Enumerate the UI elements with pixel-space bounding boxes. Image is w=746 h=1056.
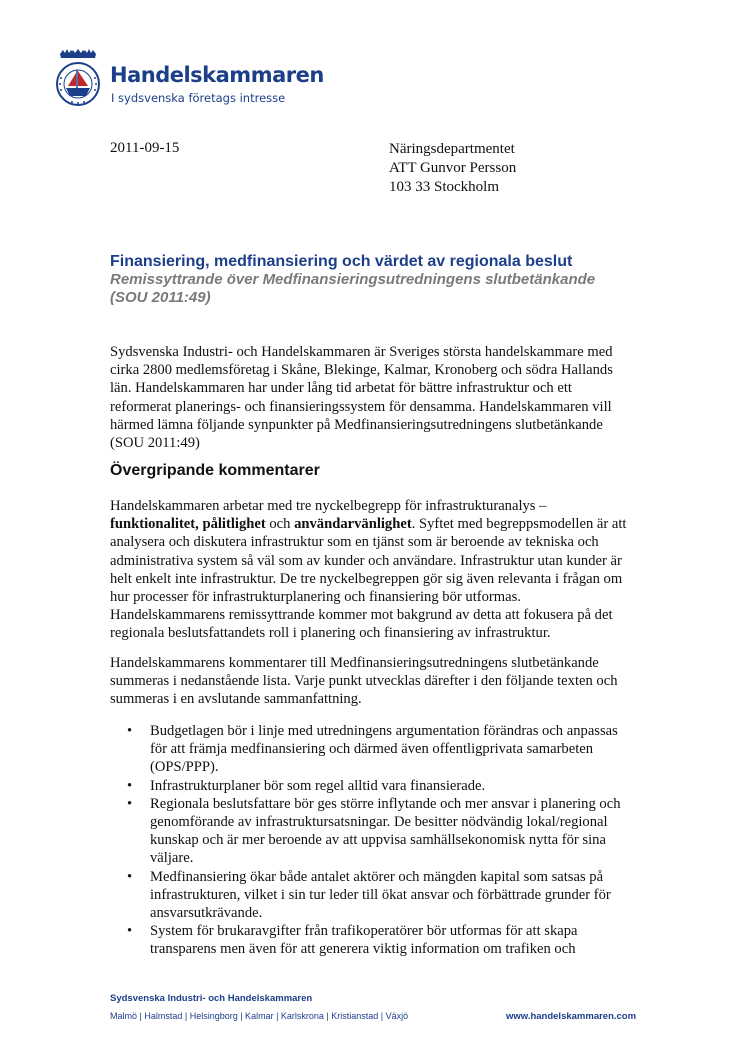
footer-website-link[interactable]: www.handelskammaren.com [506, 1011, 637, 1022]
keyword-usability: användarvänlighet [294, 516, 412, 533]
list-item-text: System för brukaravgifter från trafikoperatörer bör utformas för att skapa transparens men även för att generera viktig information om trafiken och [150, 923, 578, 958]
letter-date: 2011-09-15 [110, 140, 180, 156]
list-item-text: Infrastrukturplaner bör som regel alltid vara finansierade. [150, 777, 486, 794]
keyword-separator: , [195, 516, 199, 533]
paragraph-text: . Syftet med begreppsmodellen är att analysera och diskutera infrastruktur som en tjänst som är beroende av tekniska och administrativa system så väl som av kunder och användare. Infrastruktur utan kunder är helt enkelt inte infrastruktur. De tre nyckelbegreppen gör sig även relevanta i frågan om hur processer för infrastrukturplanering och finansiering bör utformas. Handelskammarens remissyttrande kommer mot bakgrund av detta att fokusera på det regionala beslutsfattandets roll i planering och finansiering av infrastruktur. [110, 516, 627, 642]
recipient-address [389, 140, 516, 197]
footer-cities: Malmö | Halmstad | Helsingborg | Kalmar | Karlskrona | Kristianstad | Växjö [110, 1011, 409, 1021]
keyword-functionality: funktionalitet [110, 516, 196, 533]
bullet-icon: • [127, 923, 133, 940]
list-item [110, 795, 630, 868]
keywords-paragraph [110, 497, 630, 643]
bullet-icon: • [127, 795, 133, 812]
list-item [110, 722, 630, 777]
bullet-icon: • [127, 777, 133, 794]
footer-org-name: Sydsvenska Industri- och Handelskammaren [110, 993, 313, 1004]
intro-paragraph: Sydsvenska Industri- och Handelskammaren är Sveriges största handelskammare med cirka 2800 medlemsföretag i Skåne, Blekinge, Kalmar, Kronoberg och södra Hallands län. Handelskammaren har under lång tid arbetat för bättre infrastruktur och ett reformerat planerings- och finansieringssystem för densamma. Handelskammaren vill härmed lämna följande synpunkter på Medfinansieringsutredningens slutbetänkande (SOU 2011:49) [110, 344, 613, 452]
keyword-reliability: pålitlighet [202, 516, 266, 533]
org-name: Handelskammaren [110, 63, 324, 87]
list-item [110, 777, 630, 795]
letterhead-logo [50, 48, 324, 112]
crowned-seal-icon [50, 48, 106, 110]
list-item-text: Medfinansiering ökar både antalet aktörer och mängden kapital som satsas på infrastrukturen, vilket i sin tur leder till ökat ansvar och förbättrade grunder för ansvarsutkrävande. [150, 868, 611, 922]
list-item [110, 922, 630, 958]
document-subtitle: Remissyttrande över Medfinansieringsutredningens slutbetänkande (SOU 2011:49) [110, 271, 596, 306]
recipient-line: ATT Gunvor Persson [389, 160, 517, 176]
paragraph-text: Handelskammaren arbetar med tre nyckelbegrepp för infrastrukturanalys – [110, 498, 547, 514]
list-item [110, 868, 630, 923]
org-tagline: I sydsvenska företags intresse [111, 91, 286, 105]
list-item-text: Budgetlagen bör i linje med utredningens argumentation förändras och anpassas för att främja medfinansiering och därmed även offentligprivata samarbeten (OPS/PPP). [150, 723, 618, 776]
bullet-icon: • [127, 868, 133, 885]
recipient-line: Näringsdepartmentet [389, 141, 515, 157]
bullet-icon: • [127, 723, 133, 739]
title-block [110, 252, 630, 307]
section-heading: Övergripande kommentarer [110, 462, 320, 479]
page-footer [110, 993, 637, 1022]
list-item-text: Regionala beslutsfattare bör ges större inflytande och mer ansvar i planering och genomförande av infrastruktursatsningar. De besitter nödvändig lokal/regional kunskap och är mer beroende av att uppvisa samhällsekonomisk nytta för sina väljare. [150, 795, 621, 867]
paragraph-text: och [269, 516, 291, 533]
document-title: Finansiering, medfinansiering och värdet av regionala beslut [110, 253, 573, 270]
recipient-line: 103 33 Stockholm [389, 179, 500, 195]
bullet-list [110, 722, 630, 959]
summary-paragraph: Handelskammarens kommentarer till Medfinansieringsutredningens slutbetänkande summeras i nedanstående lista. Varje punkt utvecklas därefter i den följande texten och summeras i en avslutande sammanfattning. [110, 655, 618, 708]
